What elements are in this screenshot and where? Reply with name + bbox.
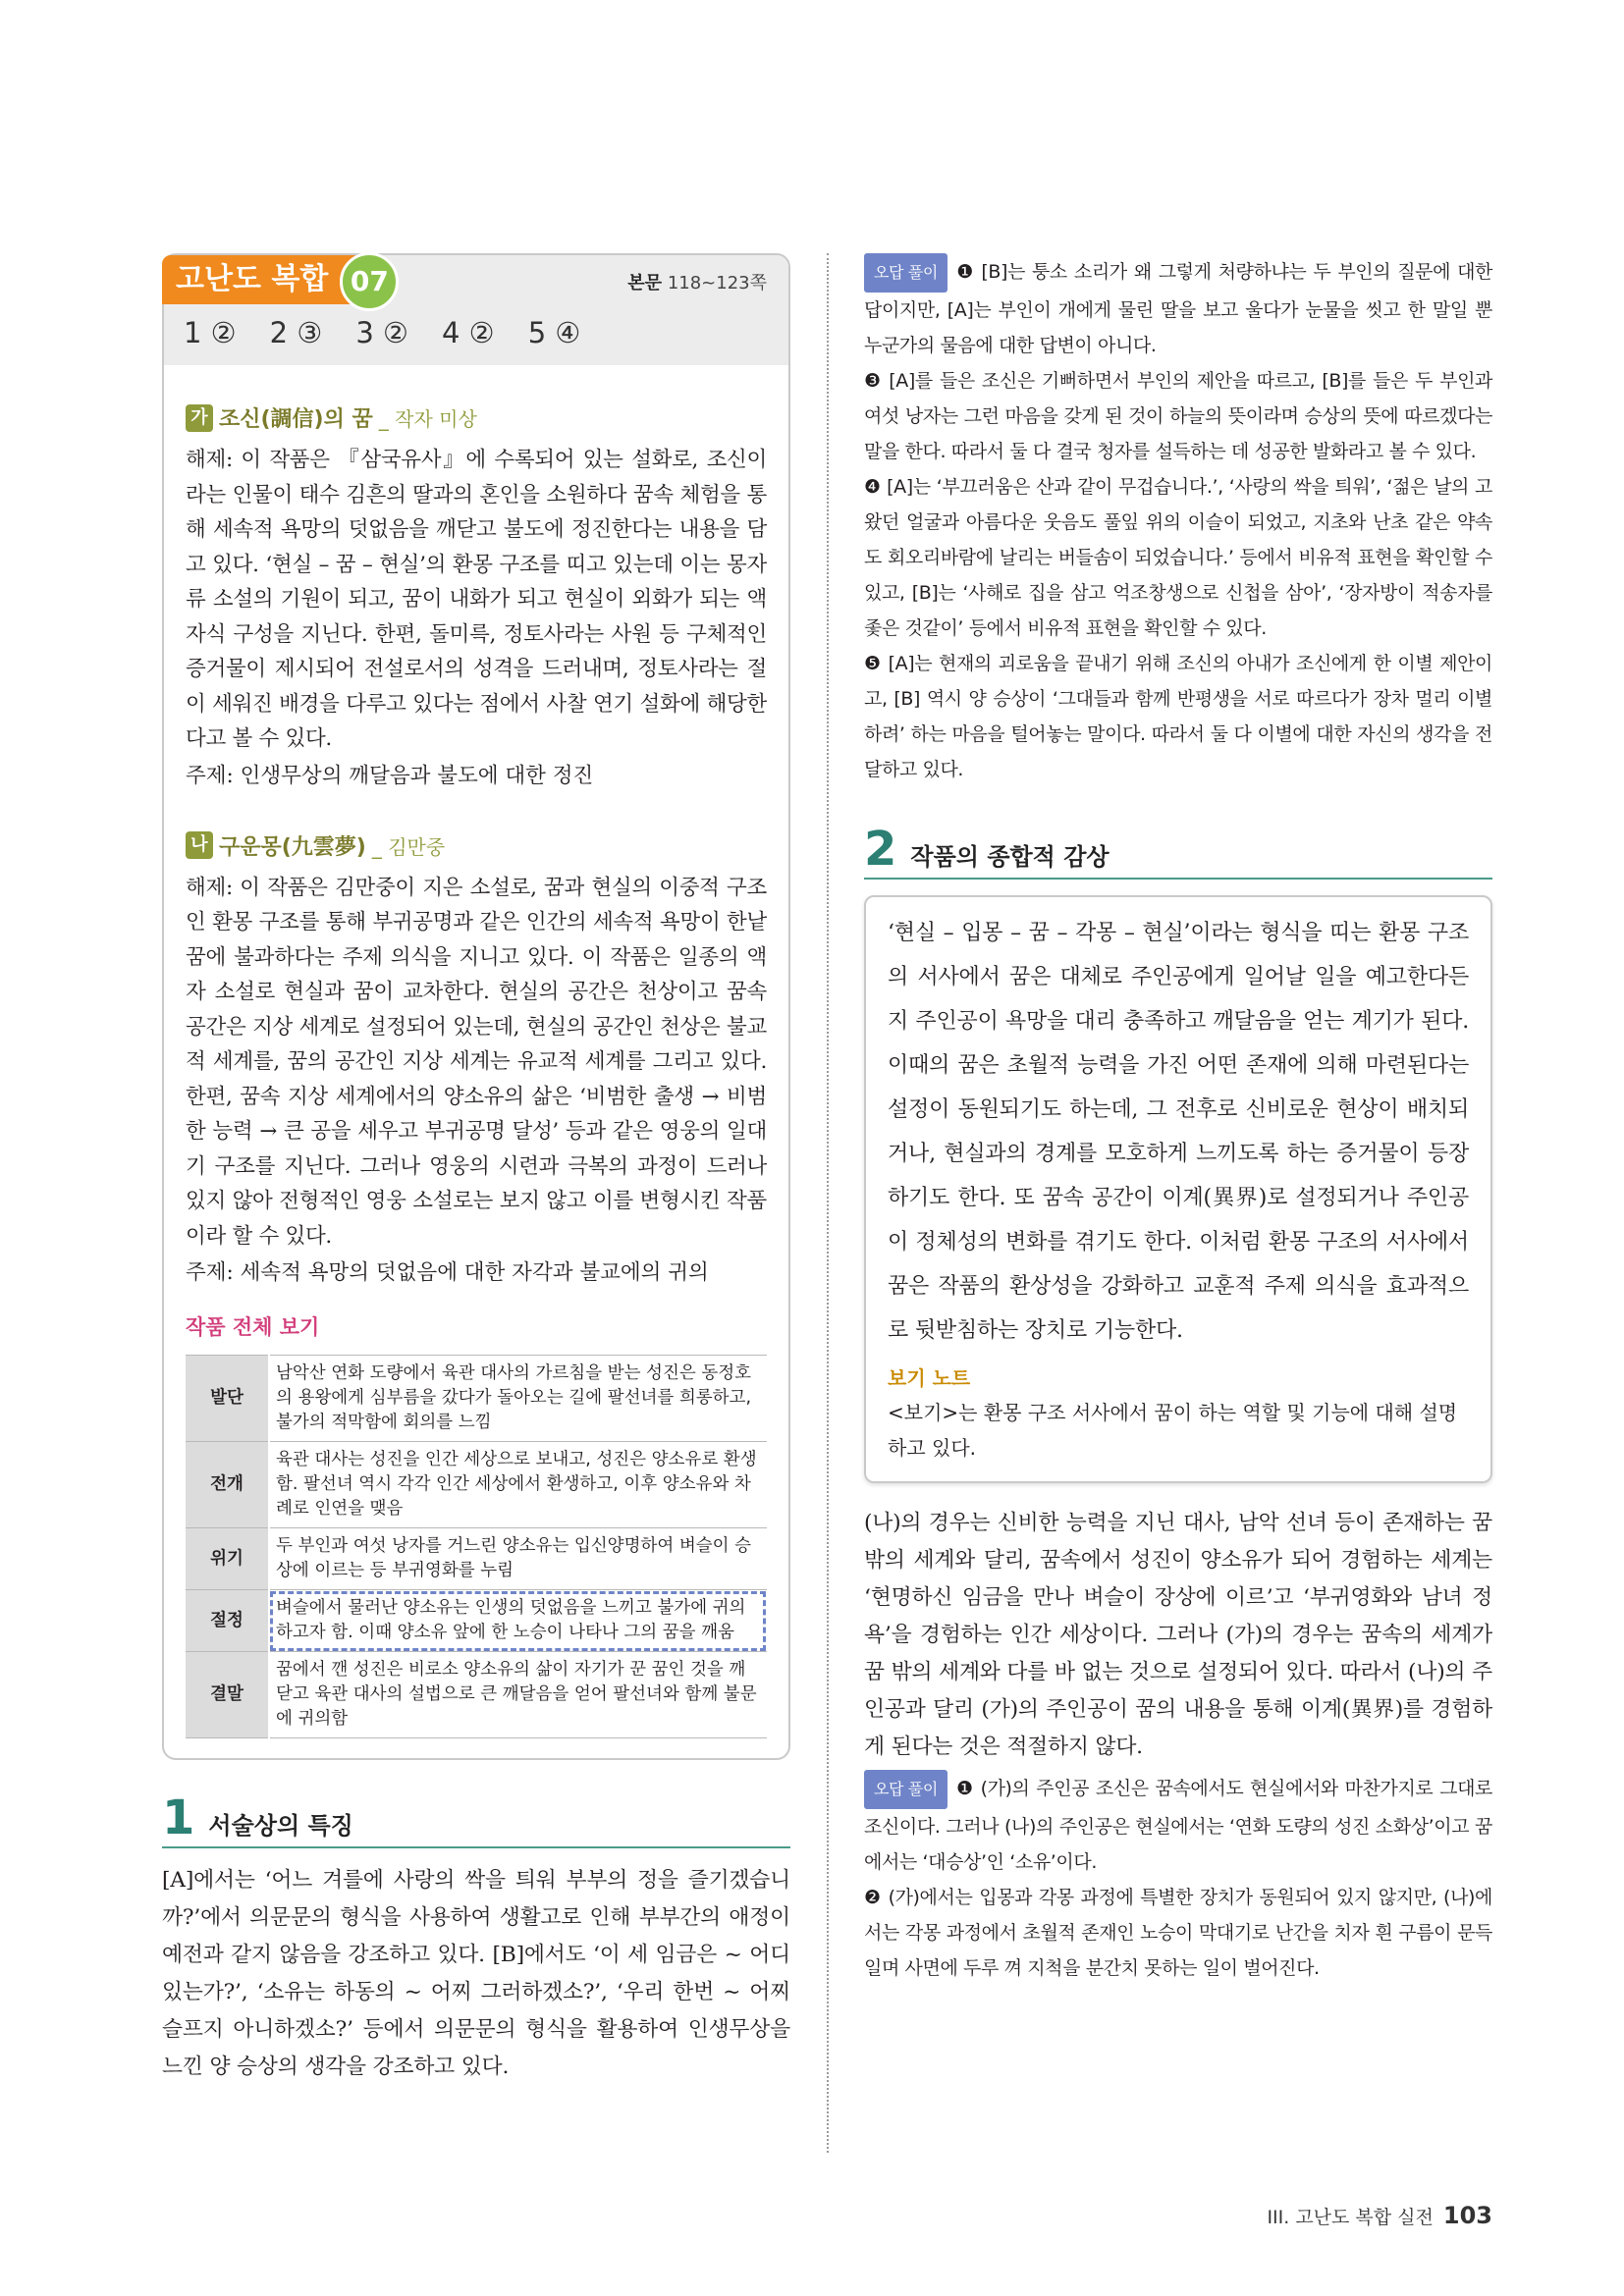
work-name: 구운몽(九雲夢) bbox=[219, 834, 366, 860]
answer-1: 1 ② bbox=[184, 316, 237, 349]
ref-label: 본문 bbox=[627, 273, 663, 294]
page-footer bbox=[1267, 2202, 1492, 2229]
work-summary: 해제: 이 작품은 『삼국유사』에 수록되어 있는 설화로, 조신이라는 인물이 태수 김흔의 딸과의 혼인을 소원하다 꿈속 체험을 통해 세속적 욕망의 덧없음을 깨닫고 불도에 정진한다는 내용을 담고 있다. ‘현실 – 꿈 – 현실’의 환몽 구조를 띠고 있는데 이는 몽자류 소설의 기원이 되고, 꿈이 내화가 되고 현실이 외화가 되는 액자식 구성을 지닌다. 한편, 돌미륵, 정토사라는 사원 등 구체적인 증거물이 제시되어 전설로서의 성격을 드러내며, 정토사라는 절이 세워진 배경을 다루고 있다는 점에서 사찰 연기 설화에 해당한다고 볼 수 있다. bbox=[186, 448, 767, 751]
work-title-ga bbox=[186, 402, 767, 433]
section-2 bbox=[864, 822, 1492, 880]
section-title: 서술상의 특징 bbox=[208, 1812, 353, 1840]
page-number: 103 bbox=[1442, 2202, 1492, 2229]
bogi-text: ‘현실 – 입몽 – 꿈 – 각몽 – 현실’이라는 형식을 띠는 환몽 구조의 서사에서 꿈은 대체로 주인공에게 일어날 일을 예고한다든지 주인공이 욕망을 대리 충족하고 깨달음을 얻는 계기가 된다. 이때의 꿈은 초월적 능력을 가진 어떤 존재에 의해 마련된다는 설정이 동원되기도 하는데, 그 전후로 신비로운 현상이 배치되거나, 현실과의 경계를 모호하게 느끼도록 하는 증거물이 등장하기도 한다. 또 꿈속 공간이 이계(異界)로 설정되거나 주인공이 정체성의 변화를 겪기도 한다. 이처럼 환몽 구조의 서사에서 꿈은 작품의 환상성을 강화하고 교훈적 주제 의식을 효과적으로 뒷받침하는 장치로 기능한다. bbox=[888, 921, 1469, 1343]
bogi-note-text: <보기>는 환몽 구조 서사에서 꿈이 하는 역할 및 기능에 대해 설명하고 있다. bbox=[888, 1401, 1458, 1460]
work-author: _ 작자 미상 bbox=[378, 407, 477, 431]
section-1 bbox=[162, 1790, 790, 2086]
answer-3: 3 ② bbox=[355, 316, 409, 349]
work-theme: 주제: 세속적 욕망의 덧없음에 대한 자각과 불교에의 귀의 bbox=[186, 1260, 709, 1285]
stage-text: 남악산 연화 도량에서 육관 대사의 가르침을 받는 성진은 동정호의 용왕에게 심부름을 갔다가 돌아오는 길에 팔선녀를 희롱하고, 불가의 적막함에 회의를 느낌 bbox=[269, 1356, 767, 1442]
section-title: 작품의 종합적 감상 bbox=[910, 843, 1110, 871]
work-summary: 해제: 이 작품은 김만중이 지은 소설로, 꿈과 현실의 이중적 구조인 환몽 구조를 통해 부귀공명과 같은 인간의 세속적 욕망이 한낱 꿈에 불과하다는 주제 의식을 지니고 있다. 이 작품은 일종의 액자 소설로 현실과 꿈이 교차한다. 현실의 공간은 천상이고 꿈속 공간은 지상 세계로 설정되어 있는데, 현실의 공간인 천상은 불교적 세계를, 꿈의 공간인 지상 세계는 유교적 세계를 그리고 있다. 한편, 꿈속 지상 세계에서의 양소유의 삶은 ‘비범한 출생 → 비범한 능력 → 큰 공을 세우고 부귀공명 달성’ 등과 같은 영웅의 일대기 구조를 지닌다. 그러나 영웅의 시련과 극복의 과정이 드러나 있지 않아 전형적인 영웅 소설로는 보지 않고 이를 변형시킨 작품이라 할 수 있다. bbox=[186, 875, 767, 1249]
note-text: ❶ (가)의 주인공 조신은 꿈속에서도 현실에서와 마찬가지로 그대로 조신이다. 그러나 (나)의 주인공은 현실에서는 ‘연화 도량의 성진 소화상’이고 꿈에서는 ‘대승상’인 ‘소유’이다. bbox=[864, 1778, 1492, 1873]
answer-box bbox=[162, 253, 790, 1760]
table-row bbox=[186, 1590, 767, 1652]
wrong-answer-notes-bottom bbox=[864, 1770, 1492, 1986]
column-divider bbox=[827, 253, 829, 2153]
left-column bbox=[162, 253, 790, 2086]
stage-label: 전개 bbox=[186, 1442, 269, 1528]
plot-table bbox=[186, 1355, 767, 1738]
note-item: ❷ (가)에서는 입몽과 각몽 과정에 특별한 장치가 동원되어 있지 않지만, (나)에서는 각몽 과정에서 초월적 존재인 노승이 막대기로 난간을 치자 흰 구름이 문득 일며 사면에 두루 껴 지척을 분간치 못하는 일이 벌어진다. bbox=[864, 1887, 1492, 1979]
footer-section: III. 고난도 복합 실전 bbox=[1267, 2207, 1434, 2228]
stage-text: 벼슬에서 물러난 양소유는 인생의 덧없음을 느끼고 불가에 귀의하고자 함. 이때 양소유 앞에 한 노승이 나타나 그의 꿈을 깨움 bbox=[269, 1590, 767, 1652]
stage-text: 두 부인과 여섯 낭자를 거느린 양소유는 입신양명하여 벼슬이 승상에 이르는 등 부귀영화를 누림 bbox=[269, 1528, 767, 1590]
stage-label: 위기 bbox=[186, 1528, 269, 1590]
note-item bbox=[864, 1770, 1492, 1880]
right-column bbox=[864, 253, 1492, 1986]
section-heading bbox=[162, 1790, 790, 1848]
work-mark: 가 bbox=[186, 404, 213, 432]
bogi-note-title: 보기 노트 bbox=[888, 1366, 971, 1390]
stage-label: 결말 bbox=[186, 1652, 269, 1738]
note-item bbox=[864, 253, 1492, 363]
table-row bbox=[186, 1652, 767, 1738]
section-number: 1 bbox=[162, 1790, 195, 1845]
answer-key bbox=[184, 316, 580, 349]
difficulty-badge bbox=[162, 255, 397, 304]
wrong-answer-label: 오답 풀이 bbox=[864, 1770, 947, 1809]
badge-number: 07 bbox=[340, 252, 399, 311]
page-reference bbox=[627, 269, 767, 294]
note-item: ❺ [A]는 현재의 괴로움을 끝내기 위해 조신의 아내가 조신에게 한 이별 제안이고, [B] 역시 양 승상이 ‘그대들과 함께 반평생을 서로 따르다가 장차 멀리 이별하려’ 하는 마음을 털어놓는 말이다. 따라서 둘 다 이별에 대한 자신의 생각을 전달하고 있다. bbox=[864, 653, 1493, 780]
note-text: ❶ [B]는 퉁소 소리가 왜 그렇게 처량하냐는 두 부인의 질문에 대한 답이지만, [A]는 부인이 개에게 물린 딸을 보고 울다가 눈물을 씻고 한 말일 뿐 누군가의 물음에 대한 답변이 아니다. bbox=[864, 261, 1492, 356]
answer-4: 4 ② bbox=[442, 316, 495, 349]
work-mark: 나 bbox=[186, 831, 213, 859]
section-number: 2 bbox=[864, 822, 897, 877]
section-body: (나)의 경우는 신비한 능력을 지닌 대사, 남악 선녀 등이 존재하는 꿈 밖의 세계와 달리, 꿈속에서 성진이 양소유가 되어 경험하는 세계는 ‘현명하신 임금을 만나 벼슬이 장상에 이르’고 ‘부귀영화와 남녀 정욕’을 경험하는 인간 세상이다. 그러나 (가)의 경우는 꿈속의 세계가 꿈 밖의 세계와 다를 바 없는 것으로 설정되어 있다. 따라서 (나)의 주인공과 달리 (가)의 주인공이 꿈의 내용을 통해 이계(異界)를 경험하게 된다는 것은 적절하지 않다. bbox=[864, 1511, 1492, 1759]
answer-header bbox=[164, 255, 788, 365]
bogi-note-label bbox=[888, 1362, 1469, 1391]
wrong-answer-label: 오답 풀이 bbox=[864, 253, 947, 293]
table-row bbox=[186, 1528, 767, 1590]
stage-text: 육관 대사는 성진을 인간 세상으로 보내고, 성진은 양소유로 환생함. 팔선녀 역시 각각 인간 세상에서 환생하고, 이후 양소유와 차례로 인연을 맺음 bbox=[269, 1442, 767, 1528]
badge-label: 고난도 복합 bbox=[176, 262, 329, 296]
work-author: _ 김만중 bbox=[371, 834, 446, 859]
table-row bbox=[186, 1442, 767, 1528]
note-item: ❹ [A]는 ‘부끄러움은 산과 같이 무겁습니다.’, ‘사랑의 싹을 틔워’, ‘젊은 날의 고왔던 얼굴과 아름다운 웃음도 풀잎 위의 이슬이 되었고, 지초와 난초 같은 약속도 회오리바람에 날리는 버들솜이 되었습니다.’ 등에서 비유적 표현을 확인할 수 있고, [B]는 ‘사해로 집을 삼고 억조창생으로 신첩을 삼아’, ‘장자방이 적송자를 좇은 것같이’ 등에서 비유적 표현을 확인할 수 있다. bbox=[864, 476, 1492, 639]
answer-2: 2 ③ bbox=[269, 316, 323, 349]
answer-5: 5 ④ bbox=[527, 316, 581, 349]
stage-label: 발단 bbox=[186, 1356, 269, 1442]
plot-overview-title: 작품 전체 보기 bbox=[186, 1315, 320, 1339]
section-body: [A]에서는 ‘어느 겨를에 사랑의 싹을 틔워 부부의 정을 즐기겠습니까?’에서 의문문의 형식을 사용하여 생활고로 인해 부부간의 애정이 예전과 같지 않음을 강조하고 있다. [B]에서도 ‘이 세 임금은 ~ 어디 있는가?’, ‘소유는 하동의 ~ 어찌 그러하겠소?’, ‘우리 한번 ~ 어찌 슬프지 아니하겠소?’ 등에서 의문문의 형식을 활용하여 인생무상을 느낀 양 승상의 생각을 강조하고 있다. bbox=[162, 1868, 790, 2079]
section-heading bbox=[864, 822, 1492, 880]
ref-pages: 118~123쪽 bbox=[667, 273, 767, 294]
work-theme: 주제: 인생무상의 깨달음과 불도에 대한 정진 bbox=[186, 763, 594, 788]
stage-text: 꿈에서 깬 성진은 비로소 양소유의 삶이 자기가 꾼 꿈인 것을 깨닫고 육관 대사의 설법으로 큰 깨달음을 얻어 팔선녀와 함께 불문에 귀의함 bbox=[269, 1652, 767, 1738]
wrong-answer-notes-top bbox=[864, 253, 1492, 787]
bogi-box bbox=[864, 895, 1492, 1483]
stage-label: 절정 bbox=[186, 1590, 269, 1652]
table-row bbox=[186, 1356, 767, 1442]
work-title-na bbox=[186, 830, 767, 861]
note-item: ❸ [A]를 들은 조신은 기뻐하면서 부인의 제안을 따르고, [B]를 들은 두 부인과 여섯 낭자는 그런 마음을 갖게 된 것이 하늘의 뜻이라며 승상의 뜻에 따르겠다는 말을 한다. 따라서 둘 다 결국 청자를 설득하는 데 성공한 발화라고 볼 수 있다. bbox=[864, 370, 1492, 462]
work-name: 조신(調信)의 꿈 bbox=[219, 407, 373, 432]
